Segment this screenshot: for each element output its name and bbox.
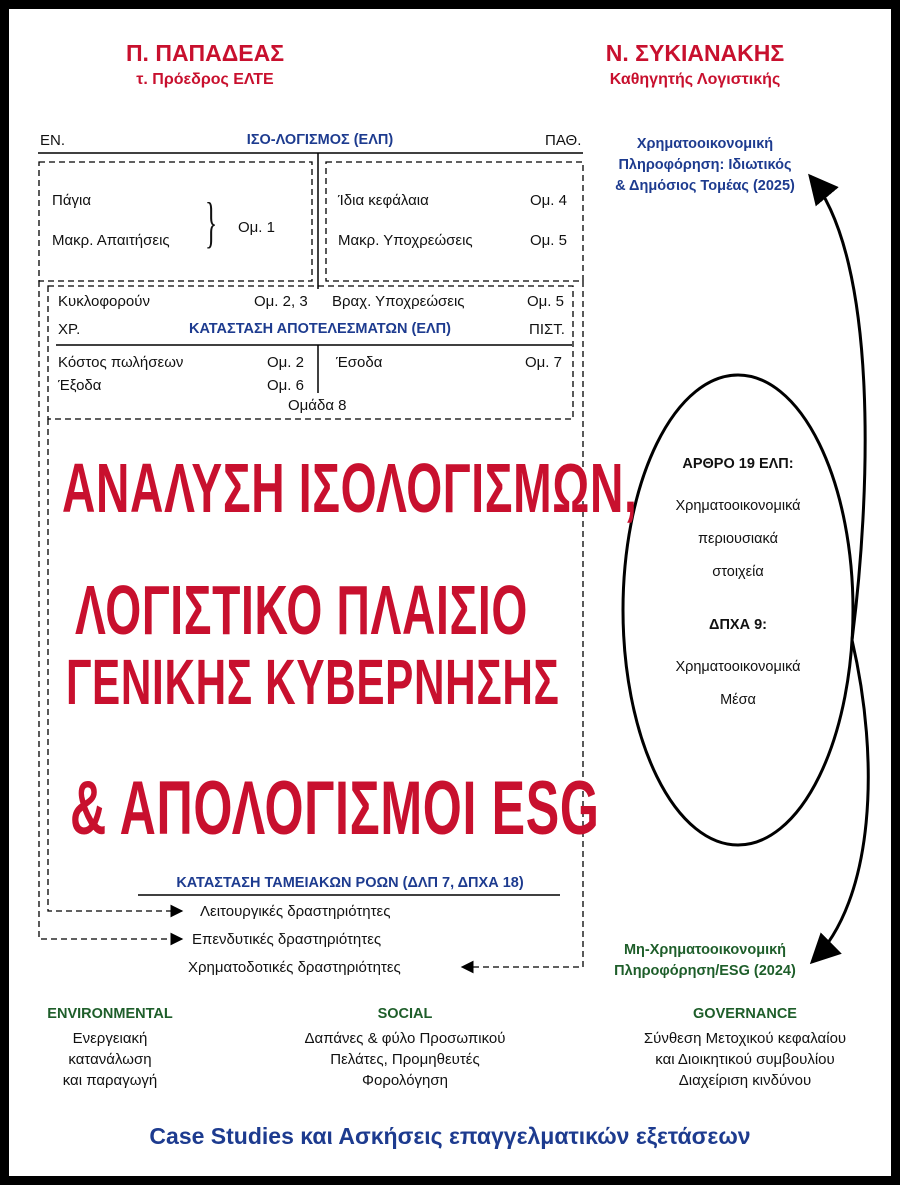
income-left-label: ΧΡ. (58, 321, 81, 338)
side-bottom-text (595, 940, 815, 982)
esg-environmental-line-2: κατανάλωση (68, 1051, 152, 1068)
group-8: Ομάδα 8 (288, 397, 347, 414)
esg-social-line-3: Φορολόγηση (362, 1072, 448, 1089)
long-liabilities: Μακρ. Υποχρεώσεις (338, 232, 473, 249)
cost-of-sales: Κόστος πωλήσεων (58, 354, 184, 371)
main-title-line-2: ΛΟΓΙΣΤΙΚΟ ΠΛΑΙΣΙΟ (75, 571, 529, 649)
brace: } (205, 192, 218, 254)
side-top-text (585, 134, 825, 197)
group-23: Ομ. 2, 3 (254, 293, 308, 310)
oval-content (623, 456, 853, 708)
cash-flow-operating: Λειτουργικές δραστηριότητες (200, 903, 391, 920)
group-4: Ομ. 4 (530, 192, 567, 209)
group-6: Ομ. 6 (267, 377, 304, 394)
author-2-role: Καθηγητής Λογιστικής (609, 71, 781, 88)
balance-left-label: ΕΝ. (40, 132, 66, 149)
oval-head-1: ΑΡΘΡΟ 19 ΕΛΠ: (682, 456, 794, 472)
author-1-role: τ. Πρόεδρος ΕΛΤΕ (136, 71, 274, 88)
oval-b1: Χρηματοοικονομικά (675, 659, 801, 675)
current-assets: Κυκλοφορούν (58, 293, 150, 310)
revenue: Έσοδα (336, 354, 383, 371)
side-bottom-line-2: Πληροφόρηση/ESG (2024) (614, 963, 796, 979)
group-7: Ομ. 7 (525, 354, 562, 371)
oval-head-2: ΔΠΧΑ 9: (709, 617, 767, 633)
esg-governance-title: GOVERNANCE (693, 1006, 797, 1022)
short-liabilities: Βραχ. Υποχρεώσεις (332, 293, 465, 310)
esg-governance-line-2: και Διοικητικού συμβουλίου (655, 1051, 835, 1068)
equity: Ίδια κεφάλαια (338, 192, 429, 209)
side-top-line-1: Χρηματοοικονομική (636, 136, 774, 152)
esg-governance (620, 1006, 870, 1091)
balance-right-label: ΠΑΘ. (545, 132, 582, 149)
esg-environmental (20, 1006, 200, 1091)
oval-b2: Μέσα (720, 692, 756, 708)
group-5a: Ομ. 5 (530, 232, 567, 249)
esg-governance-line-3: Διαχείριση κινδύνου (678, 1072, 812, 1089)
esg-social (280, 1006, 530, 1091)
fixed-assets: Πάγια (52, 192, 92, 209)
cash-flow-title: ΚΑΤΑΣΤΑΣΗ ΤΑΜΕΙΑΚΩΝ ΡΟΩΝ (ΔΛΠ 7, ΔΠΧΑ 18) (176, 875, 524, 891)
esg-social-line-2: Πελάτες, Προμηθευτές (330, 1051, 480, 1068)
income-right-label: ΠΙΣΤ. (529, 321, 565, 338)
group-2: Ομ. 2 (267, 354, 304, 371)
oval-a1: Χρηματοοικονομικά (675, 498, 801, 514)
main-title-line-3: ΓΕΝΙΚΗΣ ΚΥΒΕΡΝΗΣΗΣ (66, 646, 560, 718)
side-bottom-line-1: Μη-Χρηματοοικονομική (623, 942, 787, 958)
oval-a3: στοιχεία (712, 564, 764, 580)
expenses: Έξοδα (58, 377, 102, 394)
footer-title: Case Studies και Ασκήσεις επαγγελματικών εξετάσεων (149, 1123, 751, 1149)
income-title: ΚΑΤΑΣΤΑΣΗ ΑΠΟΤΕΛΕΣΜΑΤΩΝ (ΕΛΠ) (189, 321, 451, 337)
esg-social-line-1: Δαπάνες & φύλο Προσωπικού (304, 1030, 506, 1047)
long-receivables: Μακρ. Απαιτήσεις (52, 232, 170, 249)
esg-social-title: SOCIAL (377, 1006, 433, 1022)
side-top-line-2: Πληροφόρηση: Ιδιωτικός (618, 157, 792, 173)
side-top-line-3: & Δημόσιος Τομέας (2025) (615, 178, 795, 194)
main-title-line-1: ΑΝΑΛΥΣΗ ΙΣΟΛΟΓΙΣΜΩΝ, (62, 449, 638, 527)
oval-a2: περιουσιακά (698, 531, 778, 547)
esg-governance-line-1: Σύνθεση Μετοχικού κεφαλαίου (643, 1030, 847, 1047)
cash-flow-financing: Χρηματοδοτικές δραστηριότητες (188, 959, 401, 976)
group-5b: Ομ. 5 (527, 293, 564, 310)
group-1: Ομ. 1 (238, 219, 275, 236)
author-1-name: Π. ΠΑΠΑΔΕΑΣ (125, 40, 285, 66)
balance-title: ΙΣΟ-ΛΟΓΙΣΜΟΣ (ΕΛΠ) (246, 132, 394, 148)
esg-environmental-line-1: Ενεργειακή (72, 1030, 148, 1047)
cash-flow-investing: Επενδυτικές δραστηριότητες (192, 931, 382, 948)
main-title-line-4: & ΑΠΟΛΟΓΙΣΜΟΙ ESG (70, 766, 600, 851)
esg-environmental-title: ENVIRONMENTAL (47, 1006, 173, 1022)
esg-environmental-line-3: και παραγωγή (62, 1072, 158, 1089)
author-2-name: Ν. ΣΥΚΙΑΝΑΚΗΣ (605, 40, 785, 66)
